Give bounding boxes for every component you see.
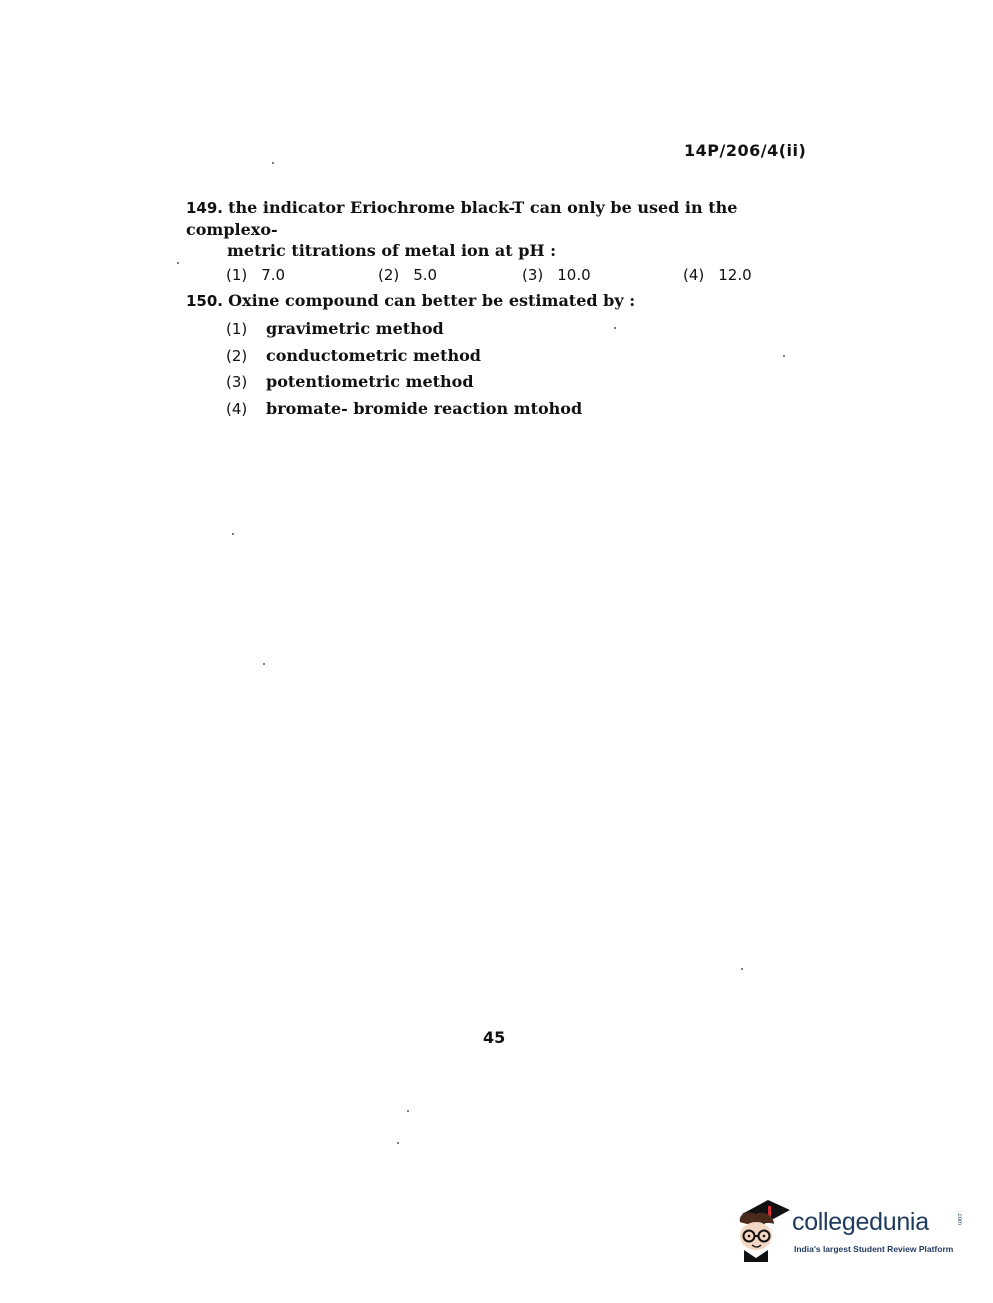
scan-speck [614, 327, 616, 329]
scan-speck [407, 1110, 409, 1112]
scan-speck [272, 162, 274, 164]
question-149 [186, 197, 826, 291]
option-text: conductometric method [266, 345, 481, 365]
scan-speck [177, 262, 179, 264]
option-2 [378, 265, 437, 286]
option-number: (3) [522, 266, 544, 284]
option-2 [226, 345, 826, 372]
option-text: 10.0 [557, 266, 591, 284]
scan-speck [397, 1142, 399, 1144]
scan-speck [783, 355, 785, 357]
question-text: Oxine compound can better be estimated by : [228, 291, 636, 310]
option-text: 12.0 [718, 266, 752, 284]
option-3 [226, 371, 826, 398]
option-1 [226, 265, 285, 286]
options-list [186, 318, 826, 424]
option-text: 5.0 [413, 266, 438, 284]
option-text: gravimetric method [266, 319, 444, 338]
student-mascot-icon [734, 1196, 790, 1266]
option-number: (2) [378, 266, 400, 284]
option-text: potentiometric method [266, 372, 474, 391]
question-text-line1: the indicator Eriochrome black-T can only be used in the complexo- [186, 198, 738, 239]
option-number: (1) [226, 266, 248, 284]
brand-suffix: .com [956, 1212, 962, 1226]
option-text: 7.0 [261, 266, 286, 284]
page-number: 45 [483, 1028, 506, 1047]
option-number: (3) [226, 373, 248, 391]
option-number: (2) [226, 346, 248, 365]
page-code: 14P/206/4(ii) [684, 141, 807, 160]
scan-speck [232, 533, 234, 535]
option-text: bromate- bromide reaction mtohod [266, 398, 583, 418]
options-row [186, 265, 826, 291]
option-3 [522, 265, 591, 286]
option-4 [226, 398, 826, 425]
collegedunia-logo [734, 1196, 964, 1268]
scan-speck [263, 663, 265, 665]
option-1 [226, 318, 826, 345]
question-text-line2: metric titrations of metal ion at pH : [227, 241, 557, 260]
brand-name: collegedunia [792, 1208, 929, 1236]
scan-speck [741, 968, 743, 970]
question-number: 150. [186, 292, 224, 310]
question-number: 149. [186, 199, 224, 217]
brand-tagline: India's largest Student Review Platform [794, 1244, 954, 1254]
option-number: (4) [683, 266, 705, 284]
option-number: (4) [226, 399, 248, 418]
option-4 [683, 265, 752, 286]
option-number: (1) [226, 320, 248, 338]
question-150 [186, 290, 826, 424]
